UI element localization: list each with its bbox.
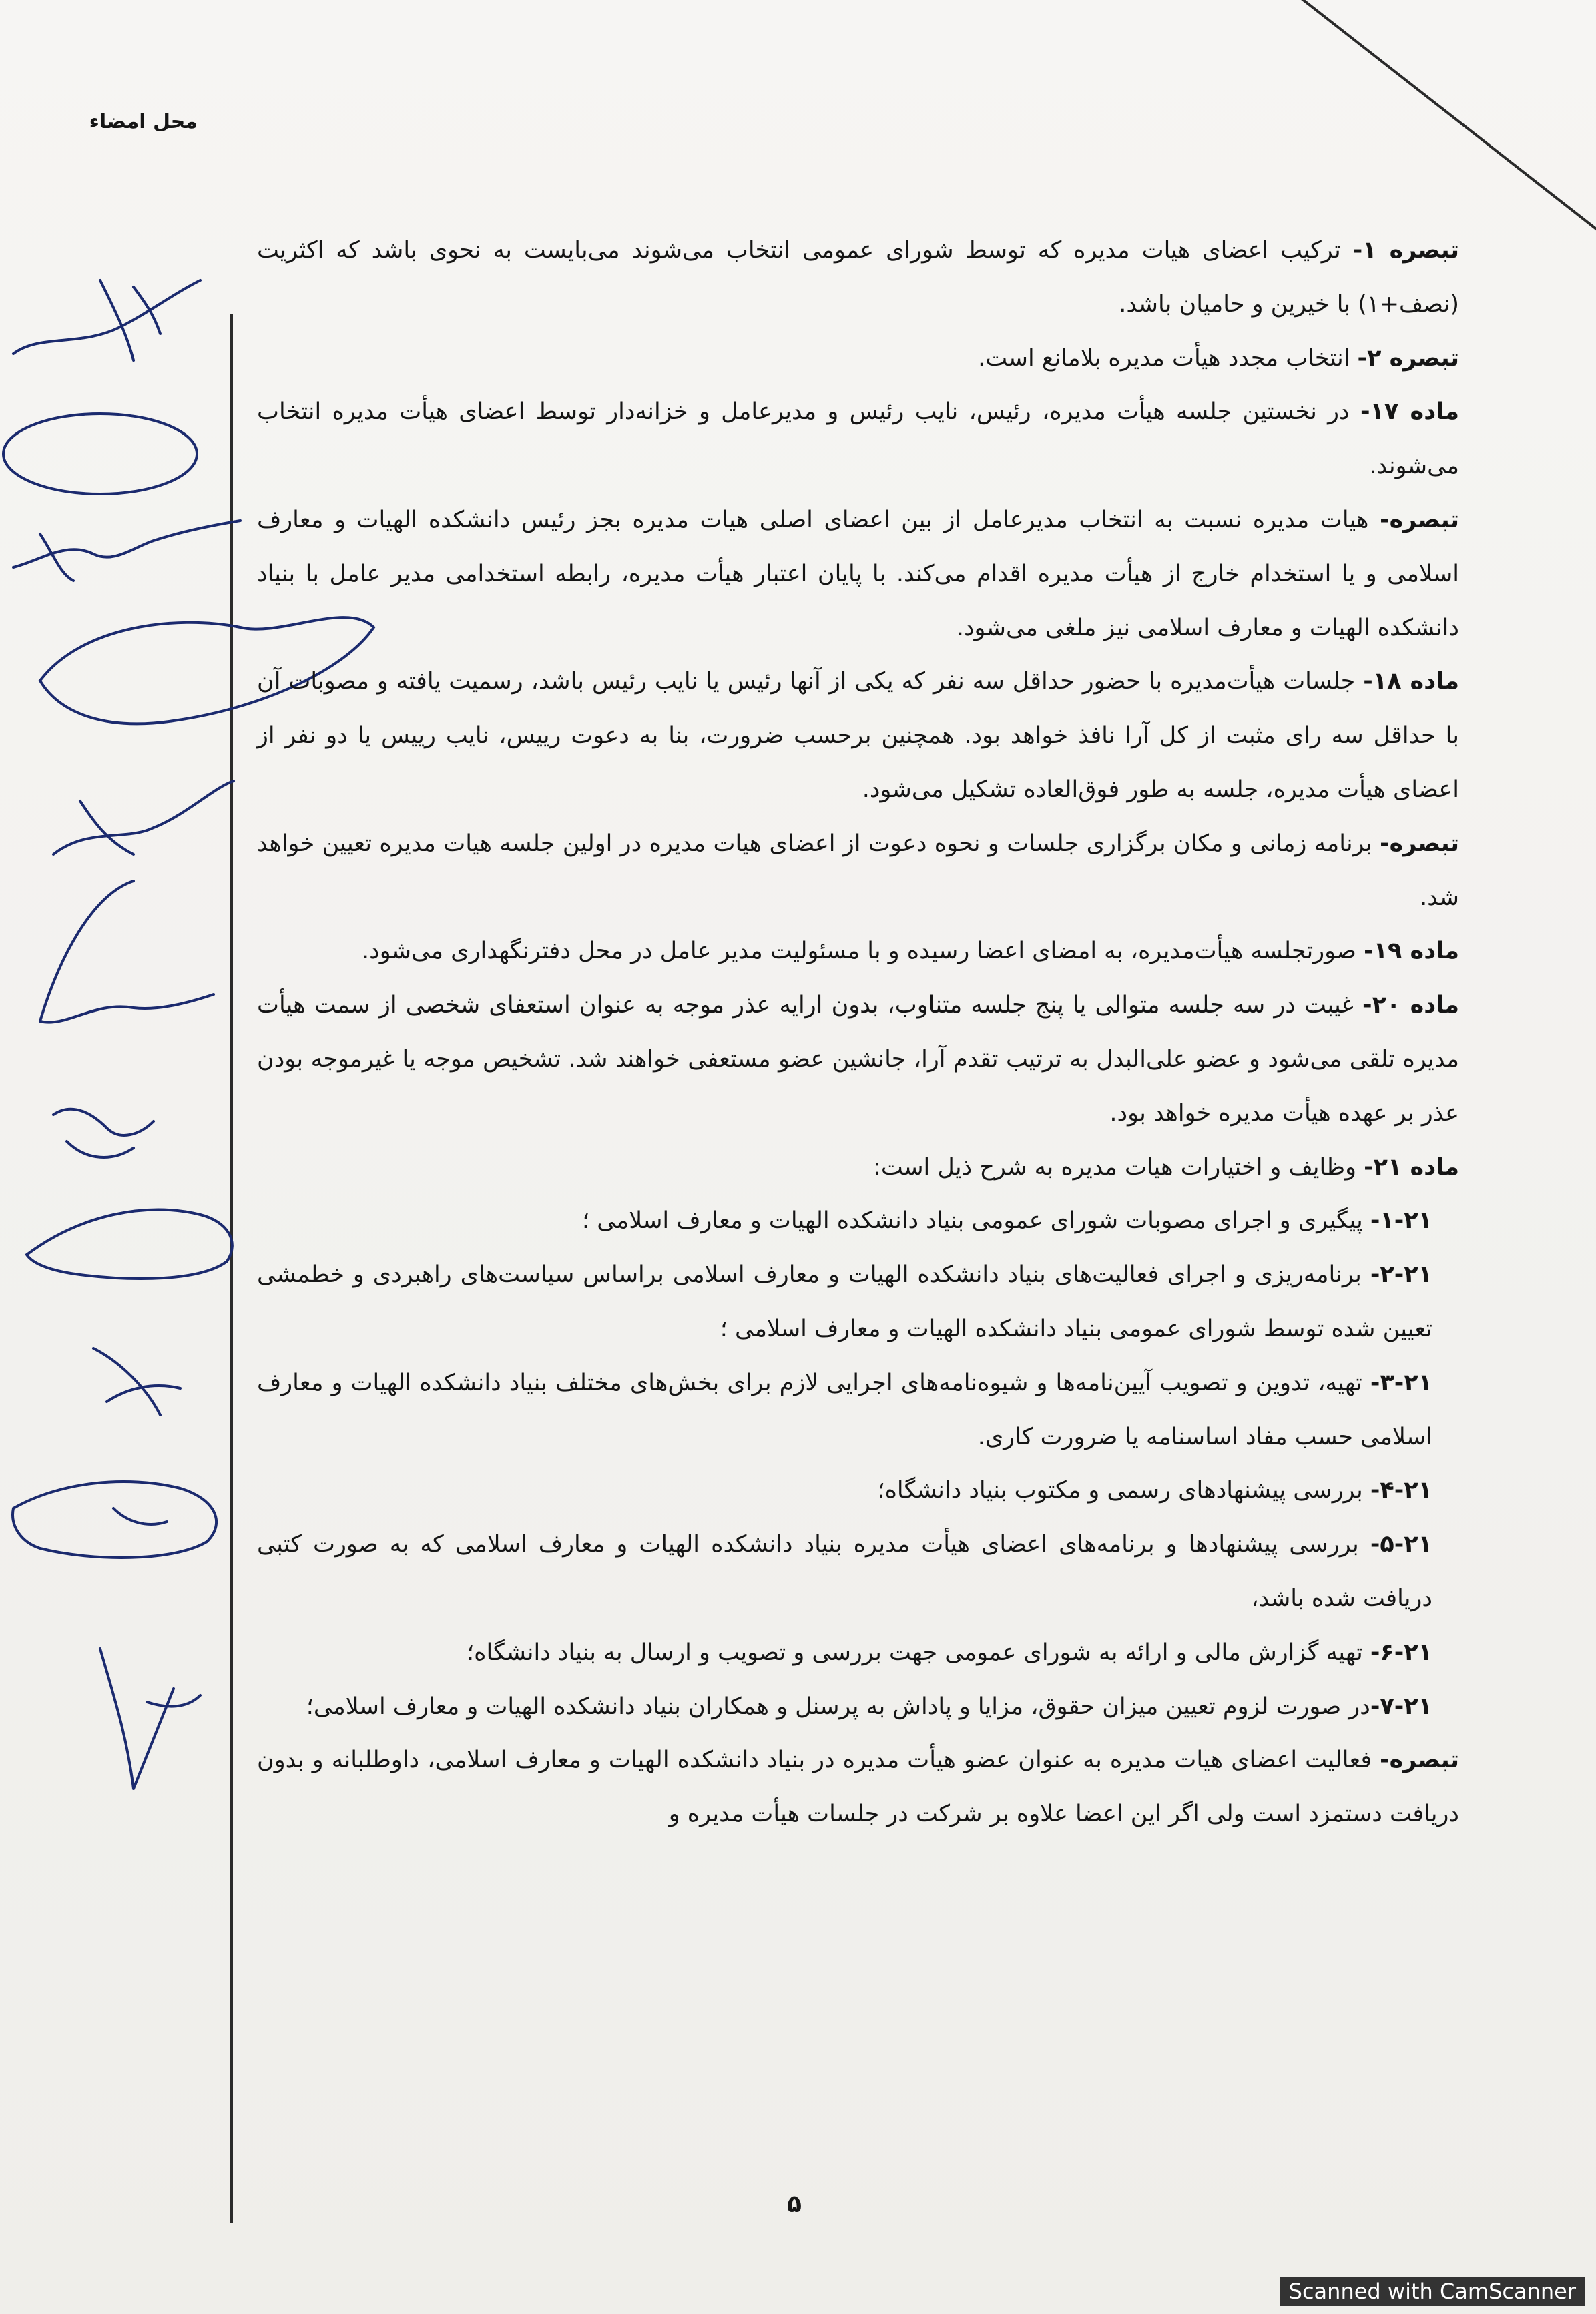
article-text: ترکیب اعضای هیات مدیره که توسط شورای عمومی انتخاب می‌شوند می‌بایست به نحوی باشد که اکثریت (نصف+۱) با خیرین و حامیان باشد. <box>257 237 1459 318</box>
article-heading: تبصره ۲- <box>1357 344 1459 372</box>
article-21 <box>257 1141 1459 1195</box>
article-tabsareh-meetings <box>257 817 1459 925</box>
duty-text: برنامه‌ریزی و اجرای فعالیت‌های بنیاد دانشکده الهیات و معارف اسلامی براساس سیاست‌های راهبردی و خطمشی تعیین شده توسط شورای عمومی بنیاد دانشکده الهیات و معارف اسلامی ؛ <box>257 1261 1432 1342</box>
closing-tabsareh <box>257 1733 1459 1841</box>
duty-heading: ۲-۲۱- <box>1370 1261 1432 1289</box>
article-text: در نخستین جلسه هیأت مدیره، رئیس، نایب رئیس و مدیرعامل و خزانه‌دار توسط اعضای هیأت مدیره انتخاب می‌شوند. <box>257 398 1459 480</box>
duty-text: بررسی پیشنهادهای رسمی و مکتوب بنیاد دانشگاه؛ <box>877 1477 1370 1504</box>
signature-9 <box>93 1348 180 1415</box>
article-heading: ماده ۲۰- <box>1362 992 1460 1019</box>
article-text: برنامه زمانی و مکان برگزاری جلسات و نحوه دعوت از اعضای هیات مدیره در اولین جلسه هیات مدیره تعیین خواهد شد. <box>257 830 1459 911</box>
duty-item-3 <box>257 1356 1459 1464</box>
signature-6 <box>40 881 214 1023</box>
page-number: ۵ <box>787 2191 802 2218</box>
duty-item-2 <box>257 1248 1459 1356</box>
signature-11 <box>100 1649 200 1789</box>
signature-5 <box>53 781 234 854</box>
article-heading: ماده ۱۹- <box>1364 938 1459 965</box>
duty-item-4 <box>257 1464 1459 1518</box>
article-heading: تبصره- <box>1380 1747 1459 1774</box>
article-text: هیات مدیره نسبت به انتخاب مدیرعامل از بین اعضای اصلی هیات مدیره بجز رئیس دانشکده الهیات و معارف اسلامی و یا استخدام خارج از هیأت مدیره اقدام می‌کند. با پایان اعتبار هیأت مدیره، رابطه استخدامی مدیر عامل با بنیاد دانشکده الهیات و معارف اسلامی نیز ملغی می‌شود. <box>257 506 1459 641</box>
article-heading: ماده ۲۱- <box>1364 1153 1459 1181</box>
article-heading: تبصره ۱- <box>1352 237 1459 264</box>
duty-heading: ۵-۲۱- <box>1370 1531 1432 1558</box>
article-19 <box>257 924 1459 978</box>
duty-item-1 <box>257 1194 1459 1248</box>
signature-3 <box>13 521 240 581</box>
article-heading: ماده ۱۸- <box>1363 668 1459 695</box>
signature-8 <box>27 1210 232 1279</box>
duty-item-7 <box>257 1680 1459 1734</box>
duty-item-6 <box>257 1626 1459 1680</box>
article-tabsareh-ceo <box>257 493 1459 655</box>
duty-heading: ۱-۲۱- <box>1370 1207 1432 1235</box>
signature-7 <box>53 1109 154 1157</box>
duty-text: بررسی پیشنهادها و برنامه‌های اعضای هیأت مدیره بنیاد دانشکده الهیات و معارف اسلامی که به صورت کتبی دریافت شده باشد، <box>257 1531 1432 1612</box>
duty-text: پیگیری و اجرای مصوبات شورای عمومی بنیاد دانشکده الهیات و معارف اسلامی ؛ <box>582 1207 1370 1235</box>
scanner-watermark: Scanned with CamScanner <box>1280 2277 1585 2306</box>
article-20 <box>257 978 1459 1140</box>
corner-stroke <box>1287 0 1596 244</box>
signature-10 <box>13 1482 216 1558</box>
signature-2 <box>3 414 197 494</box>
duty-heading: ۴-۲۱- <box>1370 1477 1432 1504</box>
article-tabsareh-2 <box>257 332 1459 386</box>
article-text: غیبت در سه جلسه متوالی یا پنج جلسه متناوب، بدون ارایه عذر موجه به عنوان استعفای شخصی از سمت هیأت مدیره تلقی می‌شود و عضو علی‌البدل به ترتیب تقدم آرا، جانشین عضو مستعفی خواهند شد. تشخیص موجه یا غیرموجه بودن عذر بر عهده هیأت مدیره خواهد بود. <box>257 992 1459 1127</box>
duty-text: در صورت لزوم تعیین میزان حقوق، مزایا و پاداش به پرسنل و همکاران بنیاد دانشکده الهیات و معارف اسلامی؛ <box>306 1693 1370 1720</box>
article-17 <box>257 385 1459 493</box>
duty-heading: ۷-۲۱- <box>1370 1693 1432 1720</box>
article-heading: ماده ۱۷- <box>1360 398 1459 426</box>
duty-heading: ۶-۲۱- <box>1370 1639 1432 1666</box>
duty-item-5 <box>257 1518 1459 1626</box>
document-body <box>257 224 1459 1841</box>
article-18 <box>257 655 1459 816</box>
signature-place-label: محل امضاء <box>89 110 198 133</box>
duty-heading: ۳-۲۱- <box>1370 1369 1432 1396</box>
article-heading: تبصره- <box>1380 830 1459 857</box>
article-text: انتخاب مجدد هیأت مدیره بلامانع است. <box>978 344 1358 372</box>
article-text: وظایف و اختیارات هیات مدیره به شرح ذیل است: <box>873 1153 1364 1181</box>
article-text: فعالیت اعضای هیات مدیره به عنوان عضو هیأت مدیره در بنیاد دانشکده الهیات و معارف اسلامی، داوطلبانه و بدون دریافت دستمزد است ولی اگر این اعضا علاوه بر شرکت در جلسات هیأت مدیره و <box>257 1747 1459 1828</box>
article-heading: تبصره- <box>1380 506 1459 533</box>
signature-1 <box>13 280 200 360</box>
article-tabsareh-1 <box>257 224 1459 332</box>
duty-text: تهیه گزارش مالی و ارائه به شورای عمومی جهت بررسی و تصویب و ارسال به بنیاد دانشگاه؛ <box>467 1639 1370 1666</box>
article-text: جلسات هیأت‌مدیره با حضور حداقل سه نفر که یکی از آنها رئیس یا نایب رئیس باشد، رسمیت یافته و مصوبات آن با حداقل سه رای مثبت از کل آرا نافذ خواهد بود. همچنین برحسب ضرورت، بنا به دعوت رییس، نایب رییس یا دو نفر از اعضای هیأت مدیره، جلسه به طور فوق‌العاده تشکیل می‌شود. <box>257 668 1459 803</box>
duty-text: تهیه، تدوین و تصویب آیین‌نامه‌ها و شیوه‌نامه‌های اجرایی لازم برای بخش‌های مختلف بنیاد دانشکده الهیات و معارف اسلامی حسب مفاد اساسنامه یا ضرورت کاری. <box>257 1369 1432 1450</box>
article-text: صورتجلسه هیأت‌مدیره، به امضای اعضا رسیده و با مسئولیت مدیر عامل در محل دفترنگهداری می‌شود. <box>362 938 1364 965</box>
